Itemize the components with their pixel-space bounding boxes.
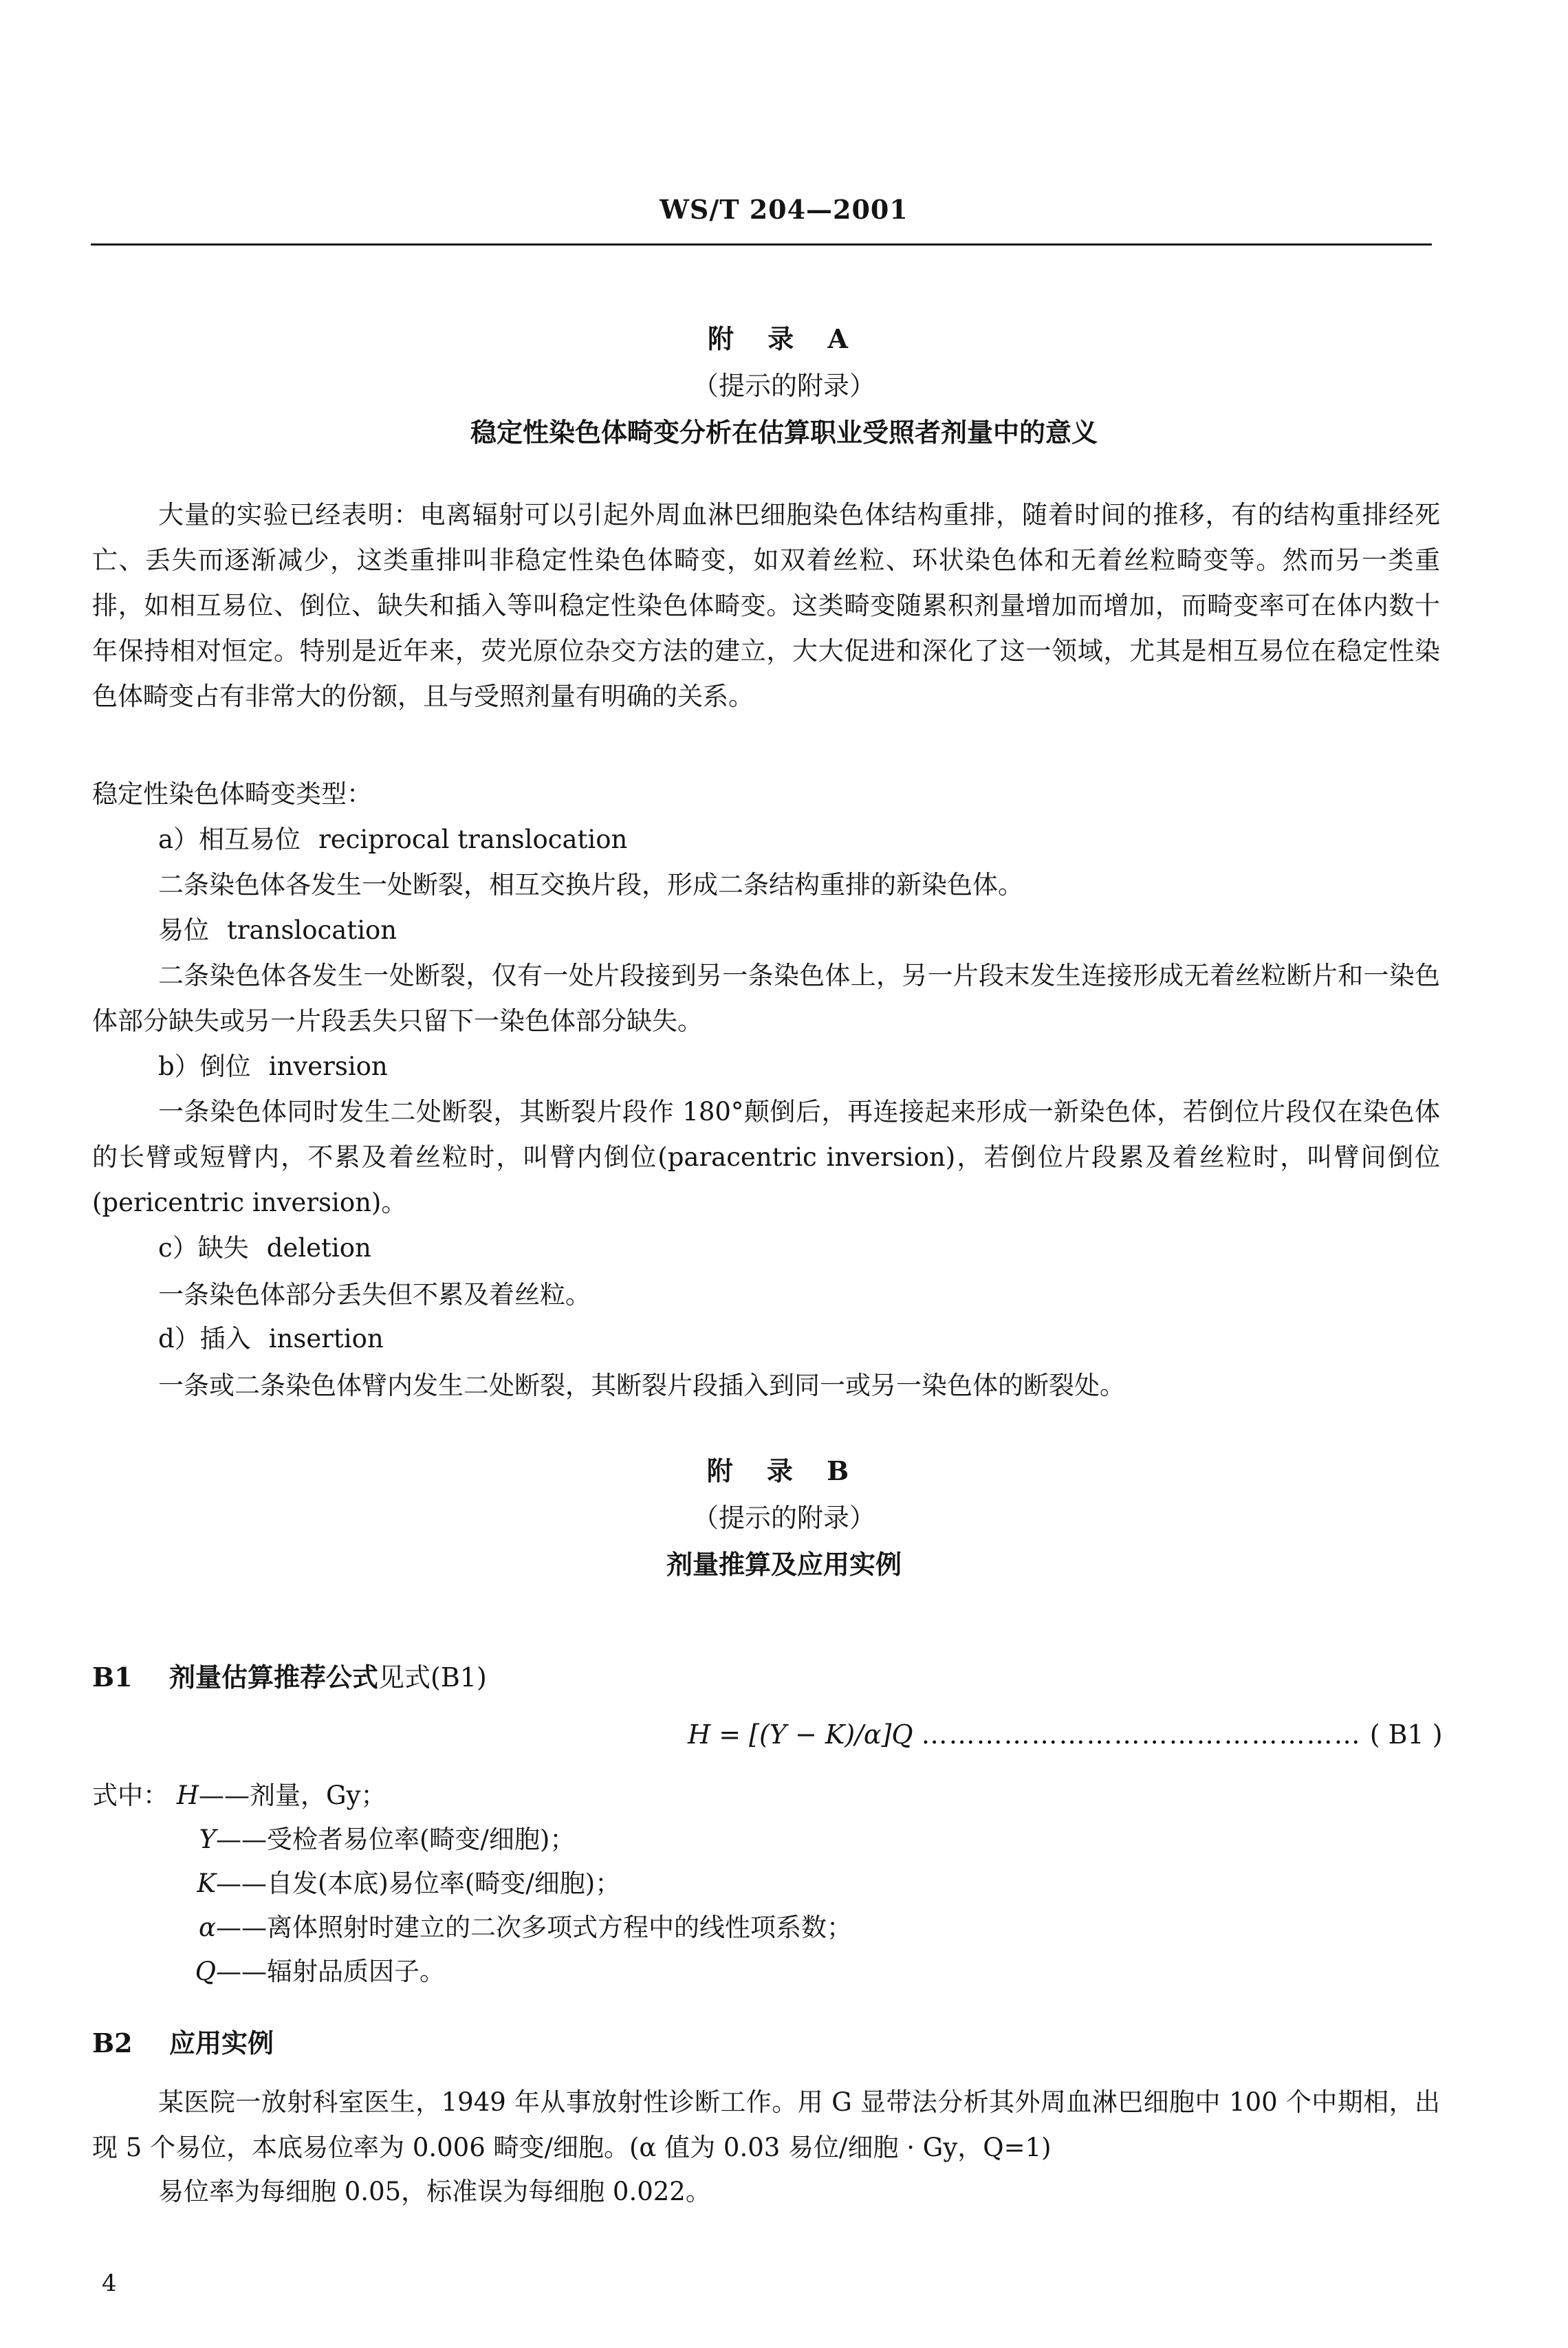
item-a-heading [158,823,627,857]
item-translocation-term: translocation [227,915,398,945]
item-translocation-label: 易位 [158,915,209,945]
legend-desc-k: ——自发(本底)易位率(畸变/细胞)； [216,1869,621,1898]
item-b-term: inversion [268,1052,388,1081]
item-translocation-desc: 二条染色体各发生一处断裂，仅有一处片段接到另一条染色体上，另一片段末发生连接形成无着丝粒断片和一染色体部分缺失或另一片段丢失只留下一染色体部分缺失。 [92,961,1440,1036]
item-translocation-heading [158,913,397,948]
item-d-heading [158,1322,384,1356]
item-c-desc: 一条染色体部分丢失但不累及着丝粒。 [158,1280,591,1309]
legend-symbol-h: H [176,1781,199,1810]
legend-row-k [92,1862,620,1900]
b2-paragraph-1: 某医院一放射科室医生，1949 年从事放射性诊断工作。用 G 显带法分析其外周血淋巴细胞中 100 个中期相，出现 5 个易位，本底易位率为 0.006 畸变/细胞。(α 值为 0.03 易位/细胞 · Gy，Q=1) [92,2087,1440,2162]
appendix-a-label: 附 录 A [708,323,860,354]
item-c-heading [158,1231,371,1265]
section-b2-title: 应用实例 [169,2028,274,2058]
section-b1-title-suffix: 见式(B1) [378,1662,487,1693]
legend-row-alpha [92,1906,852,1944]
item-d-term: insertion [268,1324,384,1354]
section-b2-heading [92,2022,274,2060]
b2-paragraph-2: 易位率为每细胞 0.05，标准误为每细胞 0.022。 [158,2177,711,2206]
legend-symbol-q: Q [195,1957,216,1986]
legend-symbol-alpha: α [199,1913,216,1942]
formula-expression: H = [(Y − K)/α]Q [688,1719,913,1750]
formula-reference: ( B1 ) [1369,1719,1443,1750]
legend-symbol-y: Y [199,1825,216,1854]
types-heading: 稳定性染色体畸变类型： [92,779,372,809]
legend-desc-q: ——辐射品质因子。 [216,1957,445,1986]
appendix-a-note: （提示的附录） [692,371,875,401]
legend-prefix: 式中： [92,1781,168,1810]
legend-desc-y: ——受检者易位率(畸变/细胞)； [216,1825,576,1854]
legend-symbol-k: K [197,1869,216,1898]
dose-formula [688,1719,1443,1750]
item-b-heading [158,1050,388,1084]
appendix-a-title: 稳定性染色体畸变分析在估算职业受照者剂量中的意义 [470,417,1098,448]
item-c-term: deletion [266,1233,371,1263]
section-b1-title: 剂量估算推荐公式 [169,1662,379,1693]
header-rule [91,243,1432,246]
legend-row-h [92,1774,386,1812]
section-b2-number: B2 [92,2028,133,2058]
item-c-label: c）缺失 [158,1233,249,1263]
item-a-desc: 二条染色体各发生一处断裂，相互交换片段，形成二条结构重排的新染色体。 [158,870,1023,900]
legend-row-q [92,1950,445,1988]
legend-desc-h: ——剂量，Gy； [199,1781,386,1810]
item-b-label: b）倒位 [158,1052,251,1081]
appendix-b-note: （提示的附录） [692,1503,875,1533]
item-a-label: a）相互易位 [158,825,301,854]
section-b1-number: B1 [92,1662,133,1693]
standard-code-header: WS/T 204—2001 [660,194,908,225]
item-a-term: reciprocal translocation [318,825,628,854]
appendix-a-intro: 大量的实验已经表明：电离辐射可以引起外周血淋巴细胞染色体结构重排，随着时间的推移，有的结构重排经死亡、丢失而逐渐减少，这类重排叫非稳定性染色体畸变，如双着丝粒、环状染色体和无着丝粒畸变等。然而另一类重排，如相互易位、倒位、缺失和插入等叫稳定性染色体畸变。这类畸变随累积剂量增加而增加，而畸变率可在体内数十年保持相对恒定。特别是近年来，荧光原位杂交方法的建立，大大促进和深化了这一领域，尤其是相互易位在稳定性染色体畸变占有非常大的份额，且与受照剂量有明确的关系。 [92,500,1440,711]
legend-row-y [92,1818,575,1856]
item-d-desc: 一条或二条染色体臂内发生二处断裂，其断裂片段插入到同一或另一染色体的断裂处。 [158,1371,1125,1400]
page-number: 4 [102,2270,117,2297]
section-b1-heading [92,1656,487,1694]
legend-desc-alpha: ——离体照射时建立的二次多项式方程中的线性项系数； [216,1913,852,1942]
formula-leader-dots: ………………………………………… [921,1719,1362,1750]
appendix-b-label: 附 录 B [706,1455,862,1486]
appendix-b-title: 剂量推算及应用实例 [666,1549,902,1580]
item-d-label: d）插入 [158,1324,251,1354]
item-b-desc: 一条染色体同时发生二处断裂，其断裂片段作 180°颠倒后，再连接起来形成一新染色体，若倒位片段仅在染色体的长臂或短臂内，不累及着丝粒时，叫臂内倒位(paracentric inversion)，若倒位片段累及着丝粒时，叫臂间倒位(pericentric inversion)。 [92,1097,1440,1217]
